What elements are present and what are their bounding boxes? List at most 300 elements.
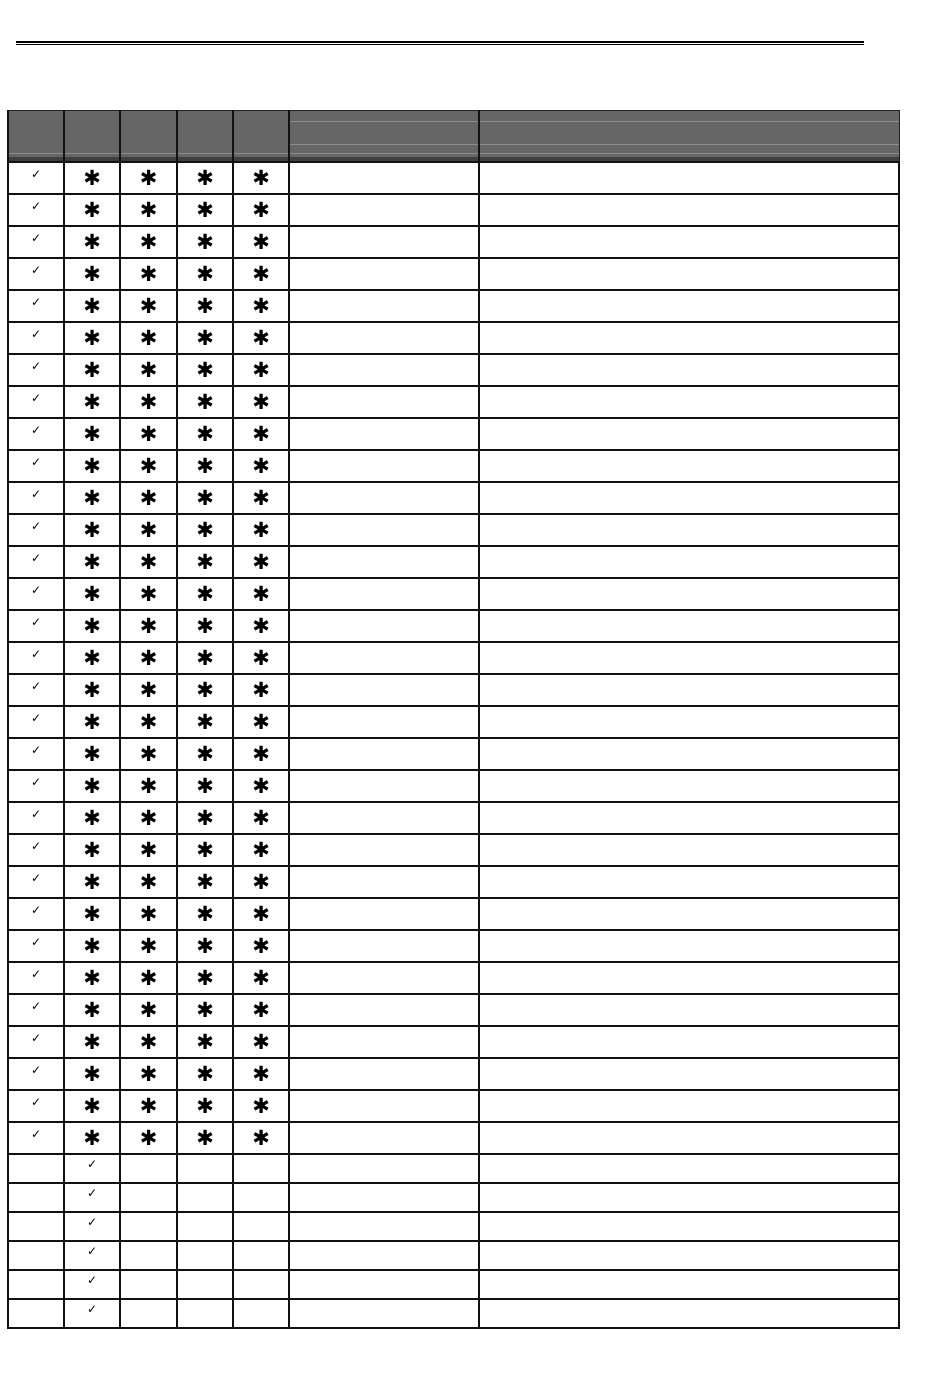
- table-cell: [289, 1058, 479, 1090]
- table-cell: [64, 738, 120, 770]
- table-cell: [177, 386, 233, 418]
- table-cell: [177, 226, 233, 258]
- asterisk-icon: ✱: [139, 454, 158, 478]
- asterisk-icon: ✱: [83, 1094, 101, 1118]
- table-cell: [479, 610, 899, 642]
- table-cell: [64, 1241, 120, 1270]
- asterisk-icon: ✱: [139, 742, 158, 766]
- table-cell: [289, 1026, 479, 1058]
- table-cell: [64, 162, 120, 194]
- table-row: [8, 258, 899, 290]
- table-cell: [479, 578, 899, 610]
- table-cell: [233, 930, 289, 962]
- table-cell: [8, 674, 64, 706]
- table-cell: [289, 898, 479, 930]
- table-cell: [479, 674, 899, 706]
- table-cell: [177, 418, 233, 450]
- table-cell: [177, 642, 233, 674]
- table-cell: [289, 386, 479, 418]
- table-cell: [8, 1270, 64, 1299]
- asterisk-icon: ✱: [139, 774, 158, 798]
- table-cell: [120, 450, 177, 482]
- asterisk-icon: ✱: [252, 358, 270, 382]
- top-double-rule: [16, 41, 864, 45]
- table-cell: [289, 194, 479, 226]
- table-cell: [233, 898, 289, 930]
- asterisk-icon: ✱: [83, 742, 101, 766]
- asterisk-icon: ✱: [196, 166, 214, 190]
- table-cell: [64, 578, 120, 610]
- table-cell: [120, 162, 177, 194]
- asterisk-icon: ✱: [83, 870, 101, 894]
- table-row: [8, 642, 899, 674]
- asterisk-icon: ✱: [139, 1126, 158, 1150]
- asterisk-icon: ✱: [252, 1094, 270, 1118]
- table-cell: [177, 1183, 233, 1212]
- table-cell: [479, 642, 899, 674]
- table-cell: [289, 994, 479, 1026]
- table-row: [8, 1026, 899, 1058]
- table-cell: [120, 1154, 177, 1183]
- table-cell: [120, 226, 177, 258]
- table-cell: [120, 1026, 177, 1058]
- table-cell: [120, 354, 177, 386]
- asterisk-icon: ✱: [252, 614, 270, 638]
- table-cell: [177, 1270, 233, 1299]
- table-cell: [233, 322, 289, 354]
- table-cell: [64, 226, 120, 258]
- table-cell: [479, 738, 899, 770]
- table-cell: [64, 354, 120, 386]
- checkmark-icon: ✓: [30, 710, 42, 725]
- table-cell: [233, 578, 289, 610]
- asterisk-icon: ✱: [139, 1062, 158, 1086]
- table-cell: [479, 194, 899, 226]
- table-cell: [233, 258, 289, 290]
- table-cell: [120, 738, 177, 770]
- table-cell: [479, 1270, 899, 1299]
- asterisk-icon: ✱: [83, 230, 101, 254]
- table-cell: [233, 1058, 289, 1090]
- table-cell: [289, 546, 479, 578]
- table-row: [8, 1299, 899, 1328]
- asterisk-icon: ✱: [139, 1094, 158, 1118]
- asterisk-icon: ✱: [252, 870, 270, 894]
- table-cell: [8, 386, 64, 418]
- asterisk-icon: ✱: [196, 518, 214, 542]
- table-row: [8, 418, 899, 450]
- table-cell: [177, 738, 233, 770]
- table-cell: [289, 290, 479, 322]
- table-cell: [64, 1154, 120, 1183]
- table-cell: [64, 1212, 120, 1241]
- header-cell-3: [120, 111, 177, 163]
- table-cell: [479, 834, 899, 866]
- checkmark-icon: ✓: [30, 742, 42, 757]
- table-row: [8, 1270, 899, 1299]
- table-cell: [64, 194, 120, 226]
- checkmark-icon: ✓: [30, 678, 42, 693]
- table-cell: [8, 1154, 64, 1183]
- table-cell: [8, 834, 64, 866]
- table-cell: [8, 258, 64, 290]
- table-row: [8, 290, 899, 322]
- checkmark-icon: ✓: [86, 1157, 98, 1171]
- asterisk-icon: ✱: [196, 1094, 214, 1118]
- asterisk-icon: ✱: [139, 646, 158, 670]
- table-cell: [177, 450, 233, 482]
- checkmark-icon: ✓: [30, 326, 42, 341]
- table-row: [8, 162, 899, 194]
- asterisk-icon: ✱: [252, 230, 270, 254]
- checkmark-icon: ✓: [86, 1273, 98, 1287]
- table-cell: [8, 1058, 64, 1090]
- table-cell: [120, 386, 177, 418]
- table-cell: [479, 322, 899, 354]
- table-cell: [120, 706, 177, 738]
- table-cell: [64, 1183, 120, 1212]
- checkmark-icon: ✓: [30, 806, 42, 821]
- asterisk-icon: ✱: [139, 934, 158, 958]
- checkmark-icon: ✓: [86, 1244, 98, 1258]
- checkmark-icon: ✓: [30, 454, 42, 469]
- table-cell: [177, 1212, 233, 1241]
- table-cell: [177, 290, 233, 322]
- table-row: [8, 546, 899, 578]
- table-cell: [120, 770, 177, 802]
- table-cell: [64, 642, 120, 674]
- table-cell: [8, 770, 64, 802]
- table-cell: [479, 162, 899, 194]
- table-cell: [479, 514, 899, 546]
- table-cell: [233, 1241, 289, 1270]
- table-cell: [64, 802, 120, 834]
- asterisk-icon: ✱: [83, 614, 101, 638]
- asterisk-icon: ✱: [139, 966, 158, 990]
- table-cell: [289, 610, 479, 642]
- table-cell: [64, 290, 120, 322]
- table-cell: [177, 258, 233, 290]
- checkmark-icon: ✓: [30, 582, 42, 597]
- asterisk-icon: ✱: [252, 550, 270, 574]
- table-cell: [233, 450, 289, 482]
- table-cell: [8, 450, 64, 482]
- table-cell: [8, 898, 64, 930]
- asterisk-icon: ✱: [196, 998, 214, 1022]
- header-cell-6: [289, 111, 479, 163]
- asterisk-icon: ✱: [252, 198, 270, 222]
- table-cell: [233, 1270, 289, 1299]
- table-cell: [479, 290, 899, 322]
- table-cell: [120, 514, 177, 546]
- table-cell: [64, 322, 120, 354]
- table-cell: [233, 610, 289, 642]
- asterisk-icon: ✱: [83, 1126, 101, 1150]
- asterisk-icon: ✱: [83, 646, 101, 670]
- checkmark-icon: ✓: [30, 198, 42, 213]
- table-cell: [479, 226, 899, 258]
- asterisk-icon: ✱: [196, 454, 214, 478]
- asterisk-icon: ✱: [196, 806, 214, 830]
- table-row: [8, 610, 899, 642]
- table-cell: [64, 1058, 120, 1090]
- asterisk-icon: ✱: [83, 582, 101, 606]
- asterisk-icon: ✱: [252, 294, 270, 318]
- table-cell: [233, 866, 289, 898]
- table-cell: [120, 1241, 177, 1270]
- table-cell: [8, 706, 64, 738]
- table-cell: [8, 738, 64, 770]
- table-cell: [233, 834, 289, 866]
- table-cell: [289, 514, 479, 546]
- asterisk-icon: ✱: [83, 198, 101, 222]
- table-cell: [289, 418, 479, 450]
- table-row: [8, 898, 899, 930]
- table-cell: [233, 1183, 289, 1212]
- table-cell: [479, 866, 899, 898]
- asterisk-icon: ✱: [139, 806, 158, 830]
- table-cell: [479, 418, 899, 450]
- table-row: [8, 194, 899, 226]
- asterisk-icon: ✱: [83, 934, 101, 958]
- table-cell: [120, 930, 177, 962]
- table-row: [8, 930, 899, 962]
- table-row: [8, 674, 899, 706]
- table-cell: [120, 546, 177, 578]
- table-cell: [233, 962, 289, 994]
- table-cell: [289, 450, 479, 482]
- asterisk-icon: ✱: [139, 678, 158, 702]
- table-cell: [64, 770, 120, 802]
- table-cell: [177, 546, 233, 578]
- table-cell: [8, 1090, 64, 1122]
- table-cell: [289, 322, 479, 354]
- table-cell: [479, 1241, 899, 1270]
- table-cell: [120, 802, 177, 834]
- asterisk-icon: ✱: [196, 902, 214, 926]
- table-cell: [120, 962, 177, 994]
- asterisk-icon: ✱: [252, 646, 270, 670]
- table-cell: [120, 610, 177, 642]
- asterisk-icon: ✱: [139, 198, 158, 222]
- table-cell: [289, 930, 479, 962]
- table-cell: [120, 258, 177, 290]
- table-cell: [64, 962, 120, 994]
- asterisk-icon: ✱: [139, 422, 158, 446]
- table-cell: [64, 834, 120, 866]
- table-cell: [64, 610, 120, 642]
- table-cell: [479, 930, 899, 962]
- table-cell: [233, 162, 289, 194]
- table-cell: [8, 1212, 64, 1241]
- table-row: [8, 962, 899, 994]
- asterisk-icon: ✱: [252, 390, 270, 414]
- asterisk-icon: ✱: [252, 454, 270, 478]
- table-cell: [233, 706, 289, 738]
- asterisk-icon: ✱: [83, 678, 101, 702]
- table-cell: [233, 482, 289, 514]
- table-row: [8, 578, 899, 610]
- table-cell: [64, 258, 120, 290]
- table-cell: [479, 1212, 899, 1241]
- table-cell: [233, 770, 289, 802]
- table-cell: [233, 1299, 289, 1328]
- table-row: [8, 482, 899, 514]
- table-cell: [479, 546, 899, 578]
- table-cell: [64, 1026, 120, 1058]
- table-cell: [233, 1122, 289, 1154]
- table-cell: [233, 290, 289, 322]
- checkmark-icon: ✓: [86, 1215, 98, 1229]
- table-cell: [177, 1058, 233, 1090]
- table-cell: [120, 1299, 177, 1328]
- asterisk-icon: ✱: [83, 390, 101, 414]
- table-cell: [289, 642, 479, 674]
- asterisk-icon: ✱: [252, 486, 270, 510]
- table-cell: [233, 1212, 289, 1241]
- table-cell: [64, 706, 120, 738]
- table-cell: [479, 354, 899, 386]
- table-cell: [289, 1299, 479, 1328]
- table-cell: [8, 514, 64, 546]
- table-cell: [64, 450, 120, 482]
- table-cell: [233, 1154, 289, 1183]
- table-cell: [8, 994, 64, 1026]
- table-cell: [177, 866, 233, 898]
- table-cell: [233, 354, 289, 386]
- table-cell: [120, 290, 177, 322]
- table-cell: [8, 354, 64, 386]
- table-cell: [289, 866, 479, 898]
- table-cell: [479, 482, 899, 514]
- asterisk-icon: ✱: [252, 838, 270, 862]
- asterisk-icon: ✱: [252, 1062, 270, 1086]
- table-cell: [8, 578, 64, 610]
- table-cell: [233, 418, 289, 450]
- asterisk-icon: ✱: [83, 774, 101, 798]
- table-cell: [479, 898, 899, 930]
- table-row: [8, 450, 899, 482]
- table-cell: [479, 1026, 899, 1058]
- asterisk-icon: ✱: [252, 422, 270, 446]
- asterisk-icon: ✱: [83, 518, 101, 542]
- table-cell: [120, 1212, 177, 1241]
- table-cell: [8, 290, 64, 322]
- asterisk-icon: ✱: [196, 614, 214, 638]
- asterisk-icon: ✱: [139, 486, 158, 510]
- table-cell: [479, 1299, 899, 1328]
- table-cell: [64, 1299, 120, 1328]
- table-cell: [8, 962, 64, 994]
- table-cell: [8, 866, 64, 898]
- asterisk-icon: ✱: [139, 838, 158, 862]
- table-cell: [177, 482, 233, 514]
- table-cell: [233, 674, 289, 706]
- checkmark-icon: ✓: [30, 486, 42, 501]
- asterisk-icon: ✱: [252, 518, 270, 542]
- table-header: [8, 111, 899, 163]
- checkmark-icon: ✓: [30, 614, 42, 629]
- table-cell: [120, 1270, 177, 1299]
- table-cell: [479, 1122, 899, 1154]
- asterisk-icon: ✱: [83, 550, 101, 574]
- asterisk-icon: ✱: [196, 582, 214, 606]
- table-cell: [120, 994, 177, 1026]
- table-cell: [8, 546, 64, 578]
- table-cell: [289, 578, 479, 610]
- table-cell: [64, 1270, 120, 1299]
- table-row: [8, 770, 899, 802]
- asterisk-icon: ✱: [196, 198, 214, 222]
- table-cell: [8, 194, 64, 226]
- table-cell: [177, 162, 233, 194]
- asterisk-icon: ✱: [83, 998, 101, 1022]
- table-cell: [177, 578, 233, 610]
- asterisk-icon: ✱: [252, 1126, 270, 1150]
- asterisk-icon: ✱: [139, 614, 158, 638]
- table-cell: [177, 674, 233, 706]
- table-cell: [120, 898, 177, 930]
- table-cell: [120, 1058, 177, 1090]
- table-row: [8, 1122, 899, 1154]
- asterisk-icon: ✱: [196, 774, 214, 798]
- table-cell: [177, 194, 233, 226]
- table-cell: [233, 194, 289, 226]
- asterisk-icon: ✱: [196, 870, 214, 894]
- asterisk-icon: ✱: [196, 742, 214, 766]
- asterisk-icon: ✱: [139, 902, 158, 926]
- table-cell: [64, 674, 120, 706]
- checklist-table: [7, 110, 900, 1329]
- asterisk-icon: ✱: [196, 838, 214, 862]
- asterisk-icon: ✱: [252, 262, 270, 286]
- table-row: [8, 226, 899, 258]
- asterisk-icon: ✱: [139, 870, 158, 894]
- table-cell: [8, 802, 64, 834]
- asterisk-icon: ✱: [196, 966, 214, 990]
- table-cell: [8, 322, 64, 354]
- table-cell: [289, 834, 479, 866]
- asterisk-icon: ✱: [196, 294, 214, 318]
- table-cell: [177, 1154, 233, 1183]
- asterisk-icon: ✱: [83, 486, 101, 510]
- table-cell: [289, 258, 479, 290]
- asterisk-icon: ✱: [139, 998, 158, 1022]
- asterisk-icon: ✱: [83, 422, 101, 446]
- asterisk-icon: ✱: [252, 934, 270, 958]
- header-cell-1: [8, 111, 64, 163]
- table-cell: [479, 1058, 899, 1090]
- table-cell: [289, 674, 479, 706]
- table-cell: [177, 1122, 233, 1154]
- asterisk-icon: ✱: [139, 326, 158, 350]
- checkmark-icon: ✓: [30, 1062, 42, 1077]
- asterisk-icon: ✱: [252, 166, 270, 190]
- table-row: [8, 354, 899, 386]
- table-cell: [120, 482, 177, 514]
- table-cell: [177, 1090, 233, 1122]
- asterisk-icon: ✱: [83, 1062, 101, 1086]
- asterisk-icon: ✱: [139, 390, 158, 414]
- table-cell: [479, 962, 899, 994]
- checkmark-icon: ✓: [30, 1094, 42, 1109]
- asterisk-icon: ✱: [196, 934, 214, 958]
- checkmark-icon: ✓: [30, 358, 42, 373]
- asterisk-icon: ✱: [252, 966, 270, 990]
- header-row: [8, 111, 899, 163]
- table-cell: [120, 866, 177, 898]
- table-cell: [177, 802, 233, 834]
